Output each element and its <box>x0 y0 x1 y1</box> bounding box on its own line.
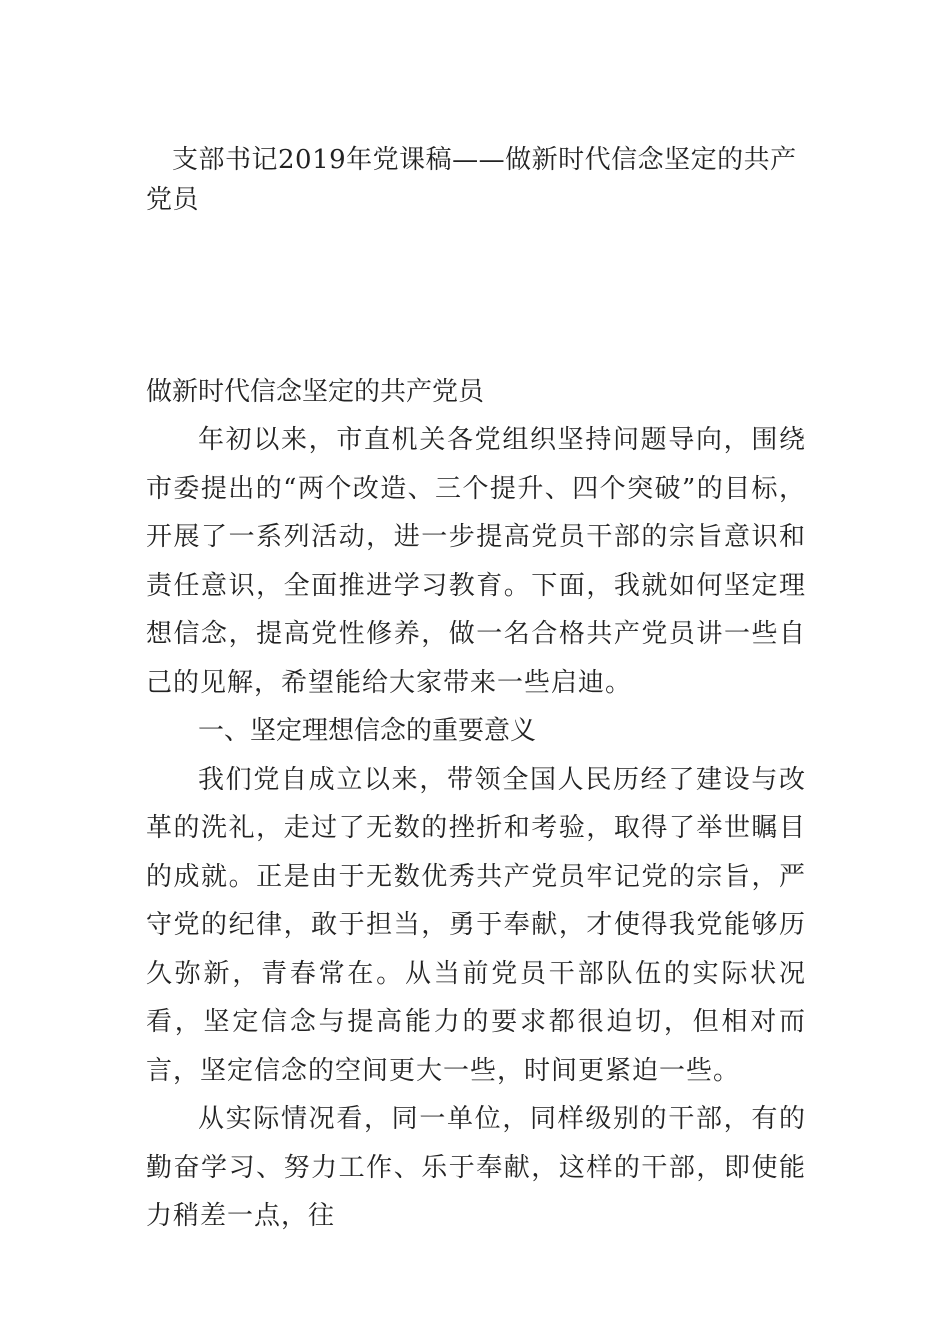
paragraph-practical-situation: 从实际情况看，同一单位，同样级别的干部，有的勤奋学习、努力工作、乐于奉献，这样的干部，即使能力稍差一点，往 <box>146 1104 806 1231</box>
paragraph-significance: 我们党自成立以来，带领全国人民历经了建设与改革的洗礼，走过了无数的挫折和考验，取得了举世瞩目的成就。正是由于无数优秀共产党员牢记党的宗旨，严守党的纪律，敢于担当，勇于奉献，才使得我党能够历久弥新，青春常在。从当前党员干部队伍的实际状况看，坚定信念与提高能力的要求都很迫切，但相对而言，坚定信念的空间更大一些，时间更紧迫一些。 <box>146 764 806 1086</box>
document-body <box>146 368 806 1241</box>
document-subtitle: 做新时代信念坚定的共产党员 <box>146 377 485 407</box>
paragraph-intro: 年初以来，市直机关各党组织坚持问题导向，围绕市委提出的“两个改造、三个提升、四个突破”的目标，开展了一系列活动，进一步提高党员干部的宗旨意识和责任意识，全面推进学习教育。下面，我就如何坚定理想信念，提高党性修养，做一名合格共产党员讲一些自己的见解，希望能给大家带来一些启迪。 <box>146 425 806 698</box>
section-heading-1: 一、坚定理想信念的重要意义 <box>198 716 537 746</box>
document-title: 支部书记2019年党课稿——做新时代信念坚定的共产党员 <box>146 145 797 215</box>
